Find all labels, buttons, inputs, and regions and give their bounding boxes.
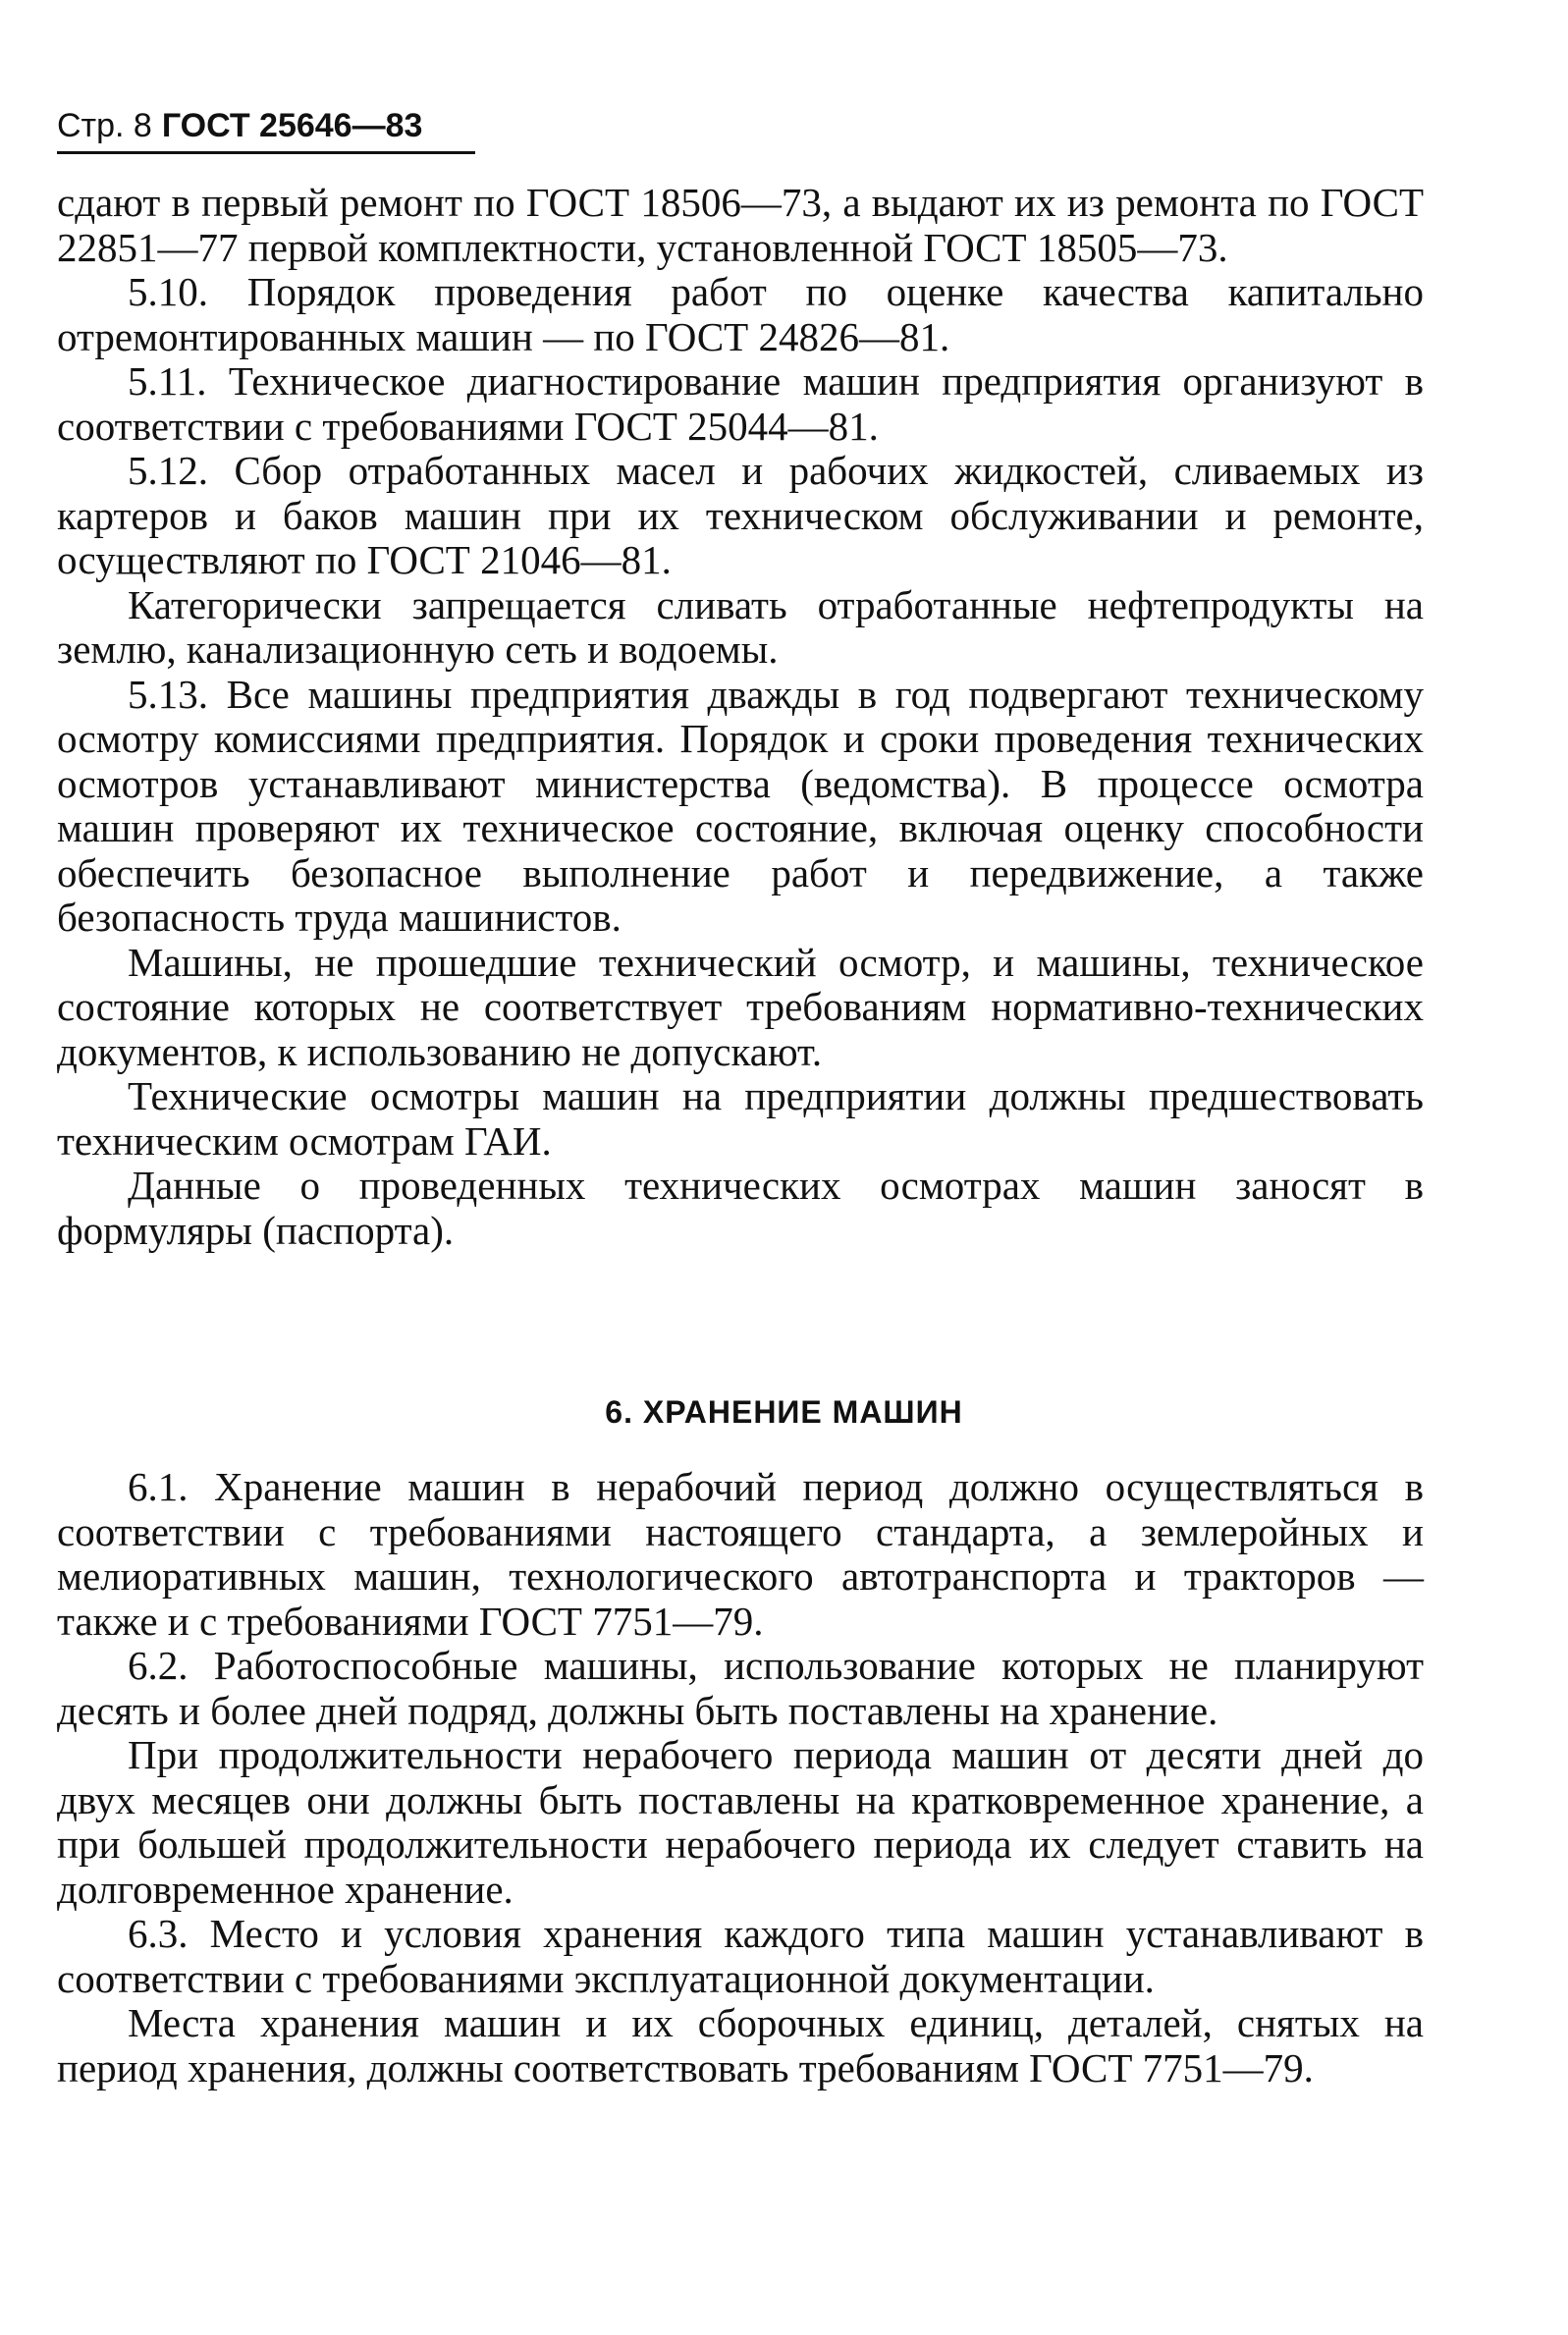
section-5-body: [57, 181, 1424, 1253]
paragraph-records: Данные о проведенных технических осмотрах машин заносят в формуляры (паспорта).: [57, 1163, 1424, 1253]
paragraph-5-12: 5.12. Сбор отработанных масел и рабочих жидкостей, сливаемых из картеров и баков машин при их техническом обслуживании и ремонте, осуществляют по ГОСТ 21046—81.: [57, 448, 1424, 582]
paragraph-5-11: 5.11. Техническое диагностирование машин предприятия организуют в соответствии с требованиями ГОСТ 25044—81.: [57, 358, 1424, 449]
page-header: [57, 106, 422, 145]
paragraph-storage-places: Места хранения машин и их сборочных единиц, деталей, снятых на период хранения, должны соответствовать требованиям ГОСТ 7751—79.: [57, 2000, 1424, 2091]
section-title: 6. ХРАНЕНИЕ МАШИН: [605, 1394, 963, 1430]
paragraph-continuation: сдают в первый ремонт по ГОСТ 18506—73, а выдают их из ремонта по ГОСТ 22851—77 первой комплектности, установленной ГОСТ 18505—73.: [57, 180, 1424, 270]
paragraph-5-13: 5.13. Все машины предприятия дважды в год подвергают техническому осмотру комиссиями предприятия. Порядок и сроки проведения технических осмотров устанавливают министерства (ведомства). В процессе осмотра машин проверяют их техническое состояние, включая оценку способности обеспечить безопасное выполнение работ и передвижение, а также безопасность труда машинистов.: [57, 671, 1424, 940]
paragraph-6-1: 6.1. Хранение машин в нерабочий период должно осуществляться в соответствии с требованиями настоящего стандарта, а землеройных и мелиоративных машин, технологического автотранспорта и тракторов — также и с требованиями ГОСТ 7751—79.: [57, 1464, 1424, 1644]
section-6-body: [57, 1465, 1424, 2091]
paragraph-prohibition: Категорически запрещается сливать отработанные нефтепродукты на землю, канализационную сеть и водоемы.: [57, 581, 1424, 672]
paragraph-6-3: 6.3. Место и условия хранения каждого типа машин устанавливают в соответствии с требованиями эксплуатационной документации.: [57, 1911, 1424, 2001]
standard-number: ГОСТ 25646—83: [161, 107, 423, 144]
page-number: Стр. 8: [57, 107, 152, 144]
paragraph-duration: При продолжительности нерабочего периода машин от десяти дней до двух месяцев они должны быть поставлены на кратковременное хранение, а при большей продолжительности нерабочего периода их следует ставить на долговременное хранение.: [57, 1732, 1424, 1912]
paragraph-5-10: 5.10. Порядок проведения работ по оценке качества капитально отремонтированных машин — по ГОСТ 24826—81.: [57, 269, 1424, 359]
header-rule: [57, 151, 475, 154]
paragraph-6-2: 6.2. Работоспособные машины, использование которых не планируют десять и более дней подряд, должны быть поставлены на хранение.: [57, 1643, 1424, 1733]
paragraph-not-allowed: Машины, не прошедшие технический осмотр, и машины, техническое состояние которых не соответствует требованиям нормативно-технических документов, к использованию не допускают.: [57, 939, 1424, 1074]
paragraph-gai: Технические осмотры машин на предприятии должны предшествовать техническим осмотрам ГАИ.: [57, 1073, 1424, 1164]
